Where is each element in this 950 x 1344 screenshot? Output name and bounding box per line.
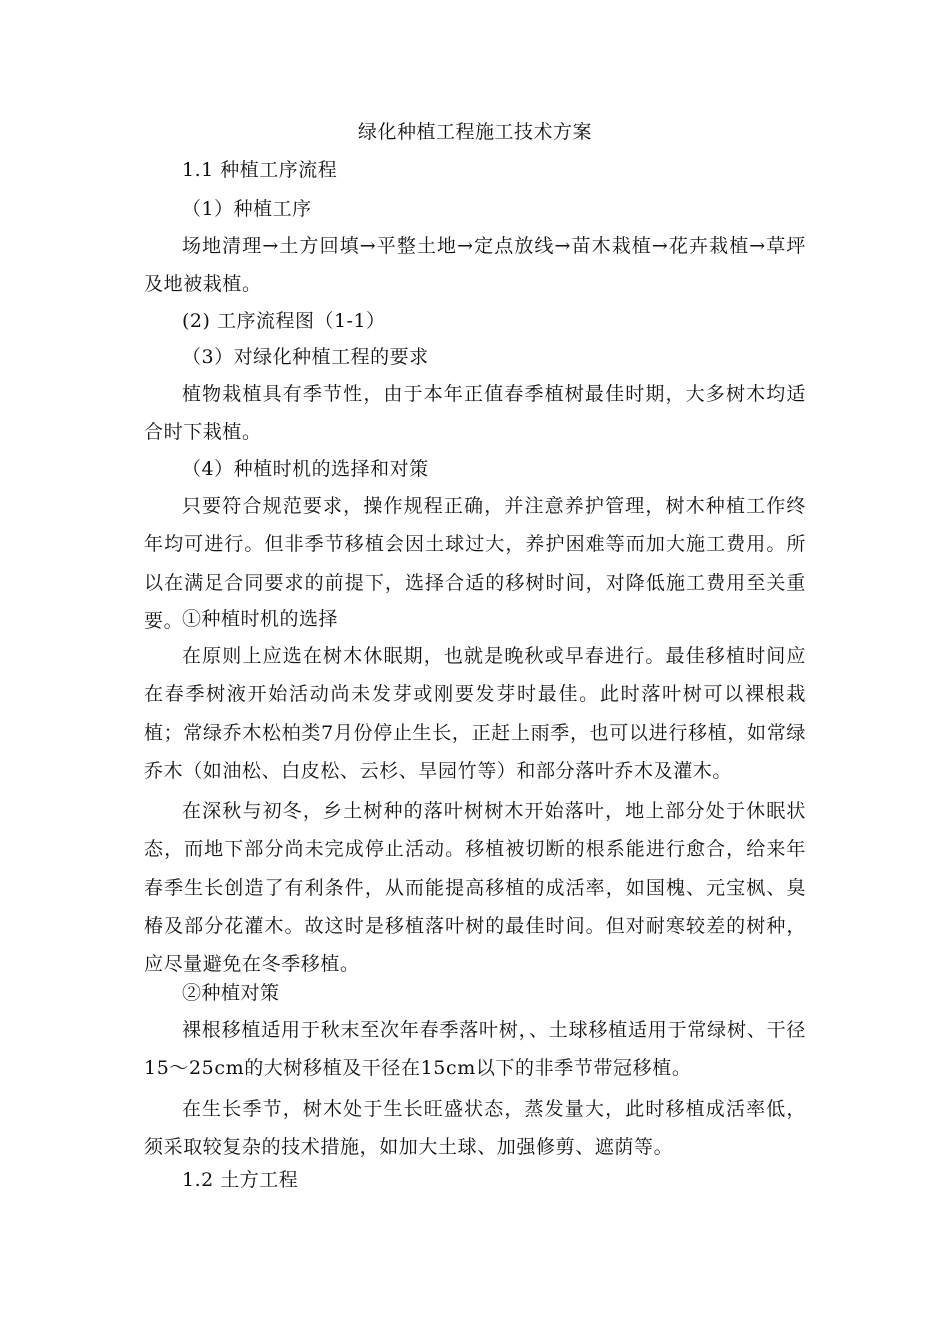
subheading-timing-strategy: （4）种植时机的选择和对策 <box>182 458 429 480</box>
paragraph-growing-season: 在生长季节，树木处于生长旺盛状态，蒸发量大，此时移植成活率低，须采取较复杂的技术措施，如加大土球、加强修剪、遮荫等。 <box>144 1098 806 1159</box>
paragraph-process-steps: 场地清理→土方回填→平整土地→定点放线→苗木栽植→花卉栽植→草坪及地被栽植。 <box>144 235 806 296</box>
subheading-planting-strategy: ②种植对策 <box>182 982 280 1004</box>
paragraph-timing-selection: 在原则上应选在树木休眠期，也就是晚秋或早春进行。最佳移植时间应在春季树液开始活动尚未发芽或刚要发芽时最佳。此时落叶树可以裸根栽植；常绿乔木松柏类7月份停止生长，正赶上雨季，也可以进行移植，如常绿乔木（如油松、白皮松、云杉、旱园竹等）和部分落叶乔木及灌木。 <box>144 645 806 782</box>
paragraph-timing-intro: 只要符合规范要求，操作规程正确，并注意养护管理，树木种植工作终年均可进行。但非季节移植会因土球过大，养护困难等而加大施工费用。所以在满足合同要求的前提下，选择合适的移树时间，对降低施工费用至关重要。 <box>144 495 806 632</box>
section-heading-1-2: 1.2 土方工程 <box>182 1169 299 1191</box>
paragraph-autumn-winter: 在深秋与初冬，乡土树种的落叶树树木开始落叶，地上部分处于休眠状态，而地下部分尚未完成停止活动。移植被切断的根系能进行愈合，给来年春季生长创造了有利条件，从而能提高移植的成活率，如国槐、元宝枫、臭椿及部分花灌木。故这时是移植落叶树的最佳时间。但对耐寒较差的树种，应尽量避免在冬季移植。 <box>144 800 806 976</box>
subheading-requirements: （3）对绿化种植工程的要求 <box>182 346 429 368</box>
paragraph-requirements: 植物栽植具有季节性，由于本年正值春季植树最佳时期，大多树木均适合时下栽植。 <box>144 383 806 444</box>
paragraph-transplant-methods: 裸根移植适用于秋末至次年春季落叶树，、土球移植适用于常绿树、干径15～25cm的大树移植及干径在15cm以下的非季节带冠移植。 <box>144 1019 806 1080</box>
subheading-flow-chart: (2) 工序流程图（1-1） <box>182 310 386 332</box>
subheading-timing-selection: ①种植时机的选择 <box>182 608 339 630</box>
document-title: 绿化种植工程施工技术方案 <box>357 121 592 143</box>
subheading-planting-process: （1）种植工序 <box>182 198 312 220</box>
section-heading-1-1: 1.1 种植工序流程 <box>182 159 338 181</box>
